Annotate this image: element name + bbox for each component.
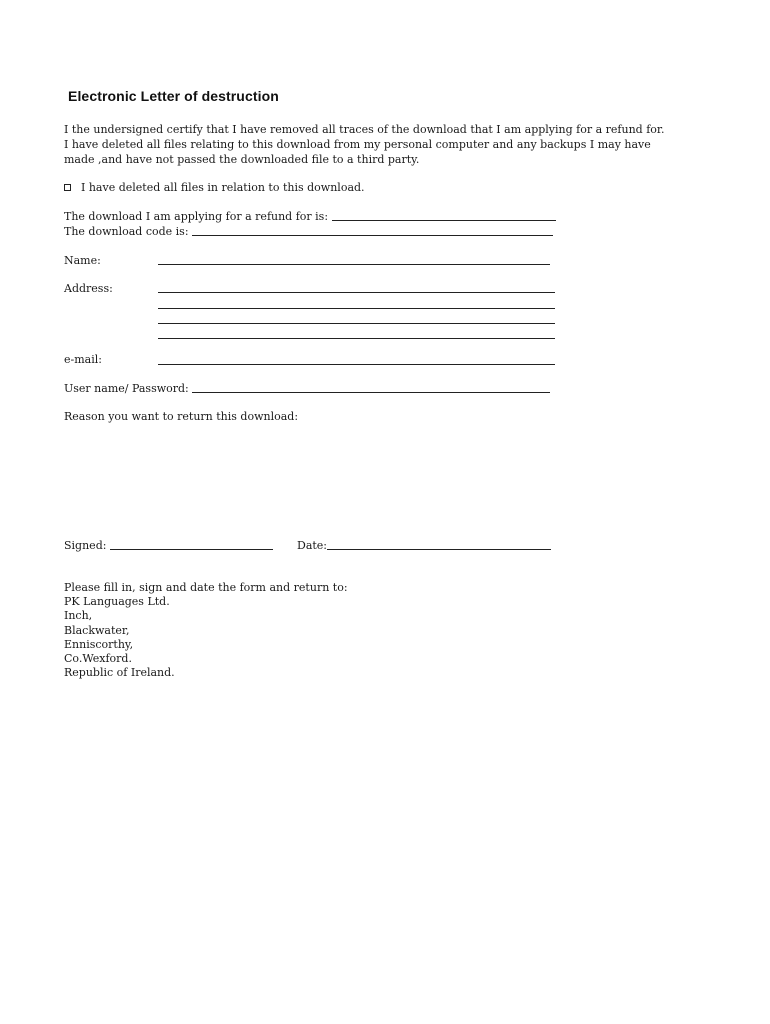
date-row	[297, 539, 551, 552]
username-password-field[interactable]	[192, 382, 550, 393]
document-title: Electronic Letter of destruction	[68, 88, 279, 104]
checkbox-label: I have deleted all files in relation to this download.	[81, 181, 365, 194]
email-label: e-mail:	[64, 353, 102, 366]
download-code-field[interactable]	[192, 225, 553, 236]
address-line: Blackwater,	[64, 623, 130, 637]
refund-download-label: The download I am applying for a refund for is:	[64, 210, 329, 223]
signed-row	[64, 539, 273, 552]
date-label: Date:	[297, 539, 328, 552]
refund-download-field[interactable]	[332, 210, 556, 221]
email-field[interactable]	[158, 364, 555, 365]
signature-field[interactable]	[110, 539, 273, 550]
name-label: Name:	[64, 254, 101, 267]
reason-label: Reason you want to return this download:	[64, 410, 299, 423]
deleted-files-checkbox-row[interactable]	[64, 181, 365, 194]
certification-paragraph	[64, 122, 674, 167]
intro-line: I have deleted all files relating to this download from my personal computer and any backups I may have	[64, 138, 651, 151]
address-line: Co.Wexford.	[64, 652, 132, 666]
username-password-label: User name/ Password:	[64, 382, 189, 395]
address-field-line-4[interactable]	[158, 338, 555, 339]
deleted-files-checkbox[interactable]	[64, 184, 71, 191]
address-line: Republic of Ireland.	[64, 666, 175, 680]
intro-line: made ,and have not passed the downloaded file to a third party.	[64, 153, 420, 166]
download-code-row	[64, 225, 553, 238]
address-line: PK Languages Ltd.	[64, 595, 170, 609]
refund-download-row	[64, 210, 556, 223]
signed-label: Signed:	[64, 539, 107, 552]
date-field[interactable]	[327, 539, 551, 550]
address-field-line-3[interactable]	[158, 323, 555, 324]
address-field-line-2[interactable]	[158, 308, 555, 309]
return-instruction: Please fill in, sign and date the form and return to:	[64, 581, 348, 594]
return-address-block	[64, 581, 348, 680]
address-label: Address:	[64, 282, 113, 295]
address-field-line-1[interactable]	[158, 292, 555, 293]
intro-line: I the undersigned certify that I have removed all traces of the download that I am applying for a refund for.	[64, 123, 665, 136]
username-password-row	[64, 382, 550, 395]
address-line: Inch,	[64, 609, 93, 623]
address-line: Enniscorthy,	[64, 637, 134, 651]
name-field[interactable]	[158, 264, 550, 265]
download-code-label: The download code is:	[64, 225, 189, 238]
